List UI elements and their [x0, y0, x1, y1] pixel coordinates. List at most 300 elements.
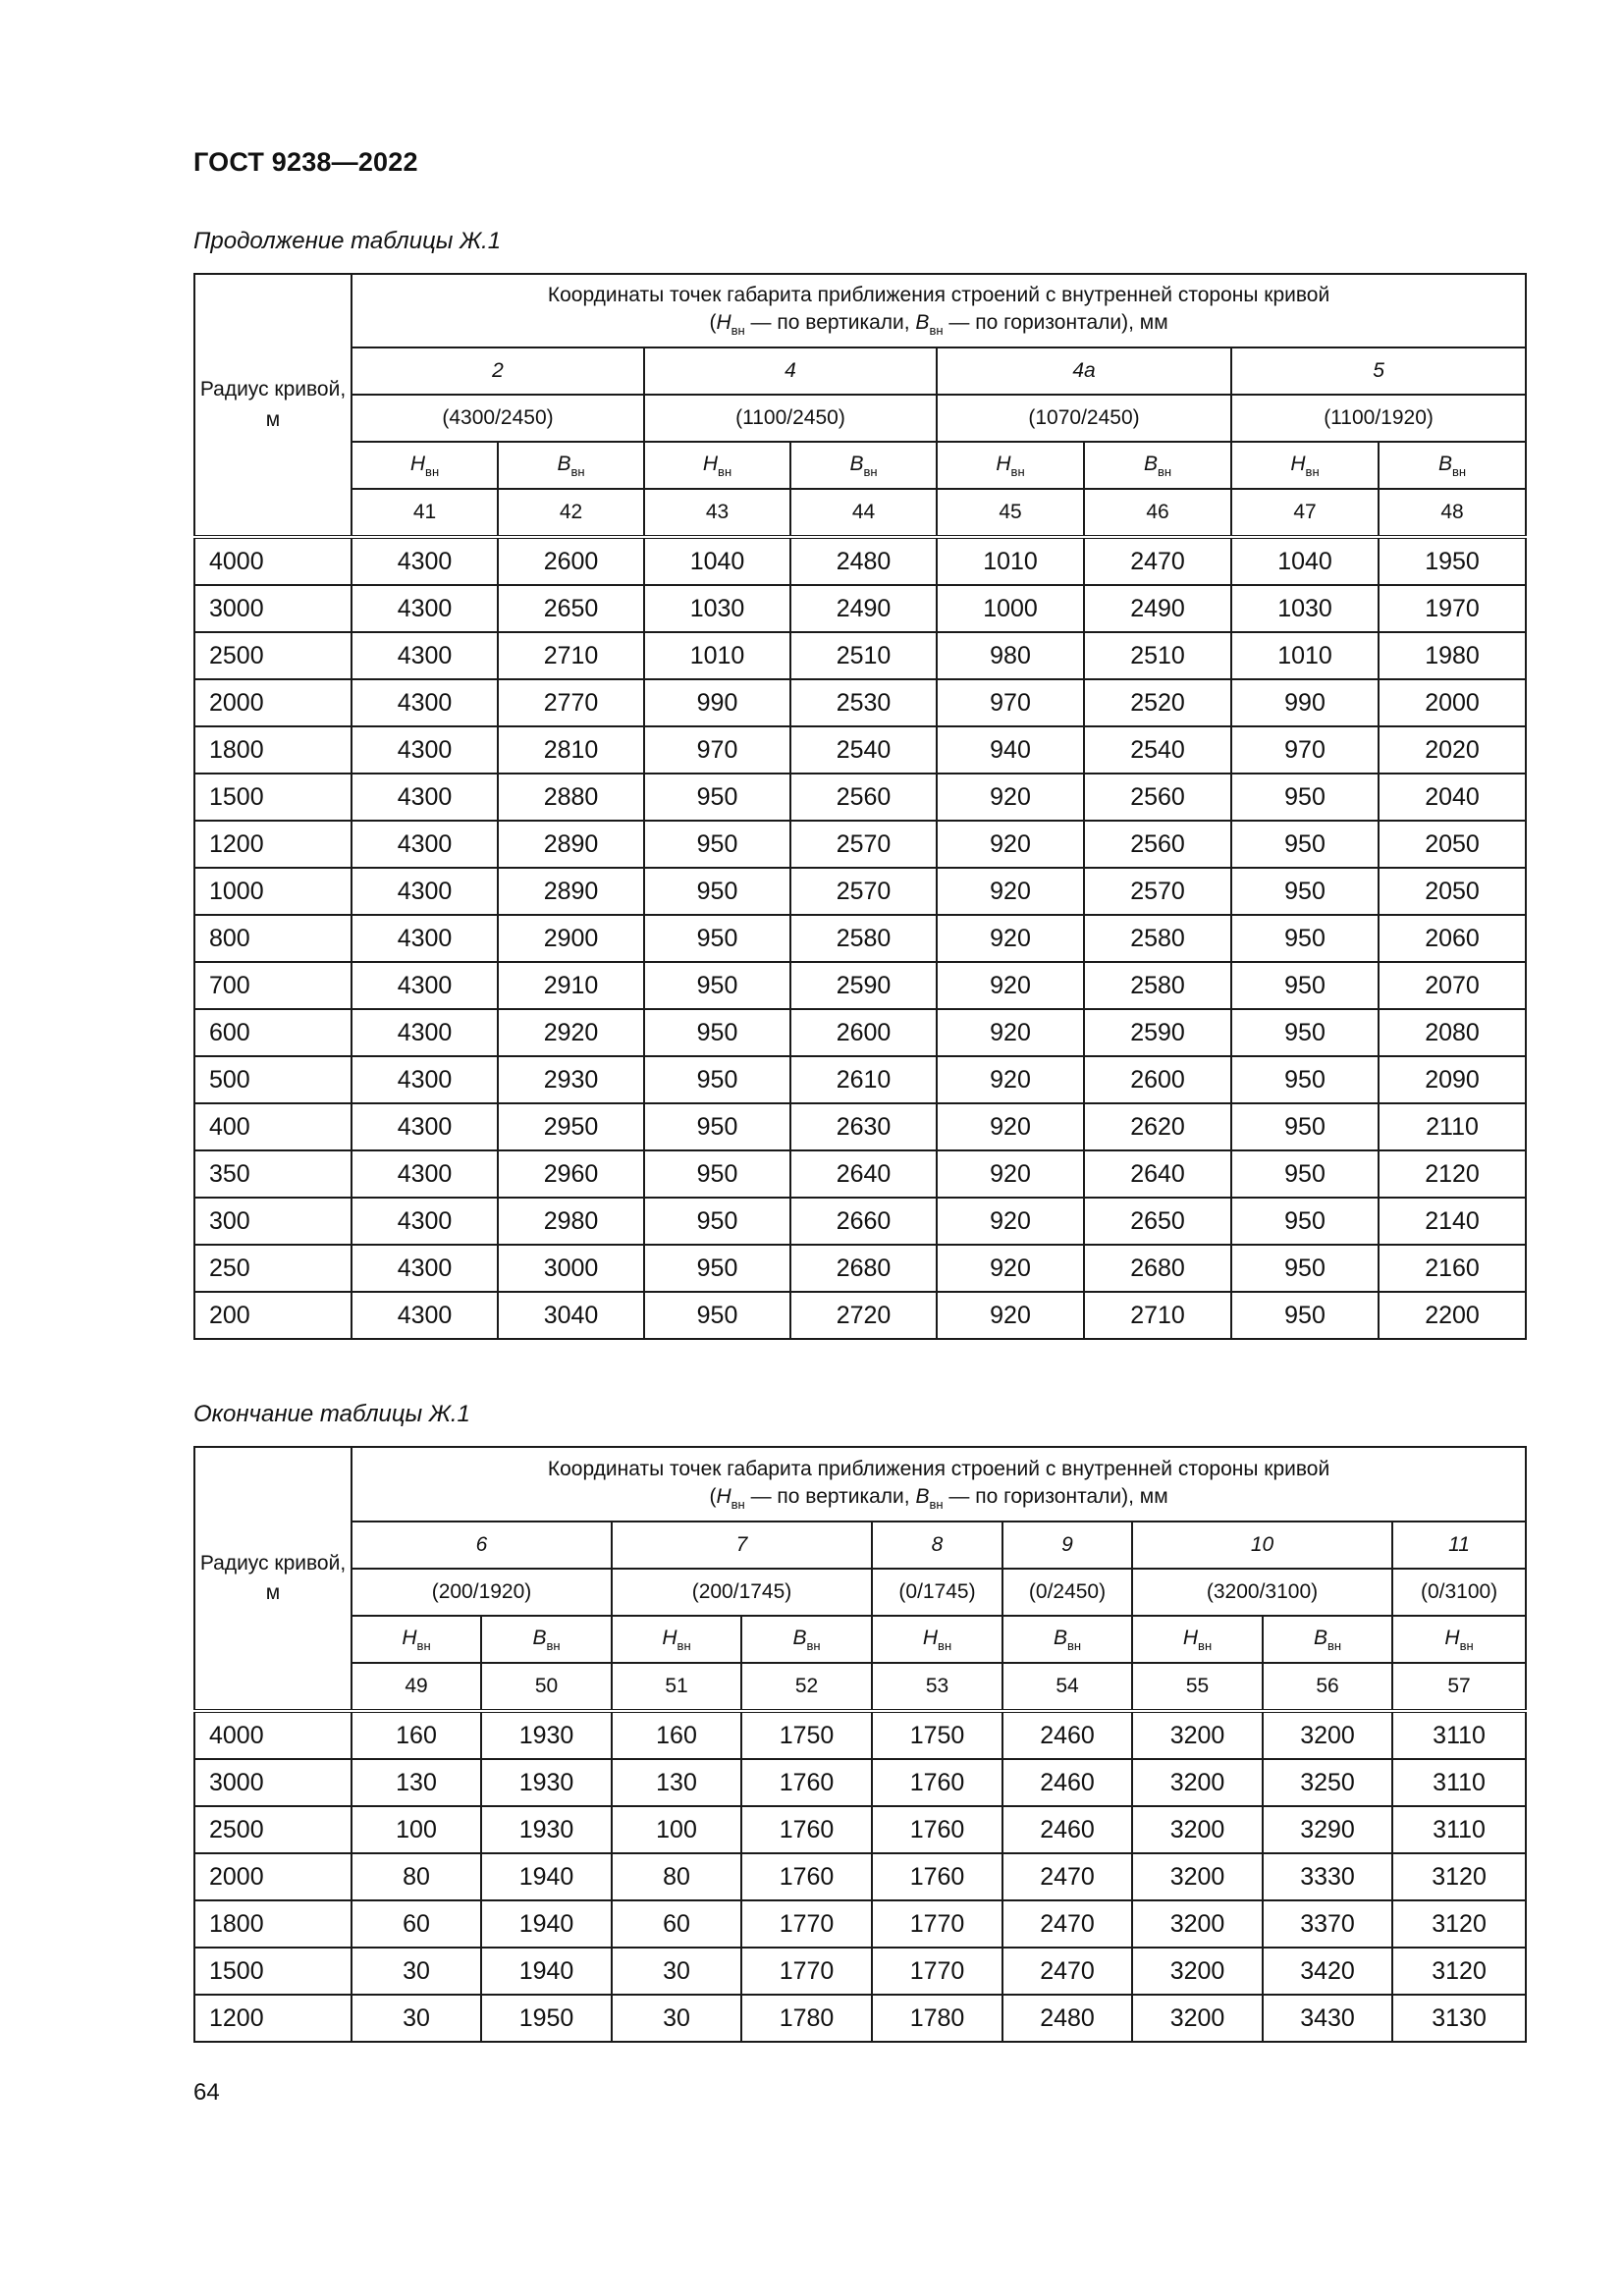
value-cell: 950	[1231, 1198, 1379, 1245]
value-cell: 4300	[352, 1245, 498, 1292]
table2-axis-b: $B_{вн}$	[741, 1616, 872, 1663]
value-cell: 2140	[1379, 1198, 1526, 1245]
radius-cell: 4000	[194, 1711, 352, 1759]
value-cell: 1930	[481, 1711, 612, 1759]
value-cell: 4300	[352, 774, 498, 821]
table2-col-number: 50	[481, 1663, 612, 1711]
value-cell: 2480	[790, 537, 937, 585]
value-cell: 2470	[1002, 1948, 1132, 1995]
value-cell: 970	[644, 726, 790, 774]
value-cell: 160	[352, 1711, 481, 1759]
value-cell: 950	[1231, 821, 1379, 868]
value-cell: 3250	[1263, 1759, 1392, 1806]
radius-cell: 4000	[194, 537, 352, 585]
value-cell: 1040	[644, 537, 790, 585]
value-cell: 2600	[498, 537, 644, 585]
value-cell: 100	[352, 1806, 481, 1853]
value-cell: 60	[612, 1900, 741, 1948]
table-row	[194, 1198, 1526, 1245]
value-cell: 2480	[1002, 1995, 1132, 2042]
radius-cell: 600	[194, 1009, 352, 1056]
radius-cell: 200	[194, 1292, 352, 1339]
radius-cell: 500	[194, 1056, 352, 1103]
value-cell: 2050	[1379, 821, 1526, 868]
value-cell: 4300	[352, 962, 498, 1009]
radius-cell: 2500	[194, 1806, 352, 1853]
radius-cell: 800	[194, 915, 352, 962]
table1-header-row-title	[194, 274, 1526, 347]
value-cell: 2530	[790, 679, 937, 726]
value-cell: 970	[937, 679, 1084, 726]
table1-header-row-axes	[194, 442, 1526, 489]
table1-col-number: 43	[644, 489, 790, 537]
value-cell: 3200	[1132, 1948, 1263, 1995]
value-cell: 2680	[790, 1245, 937, 1292]
table1-col-number: 41	[352, 489, 498, 537]
value-cell: 3120	[1392, 1900, 1526, 1948]
table1-header-row-points	[194, 395, 1526, 442]
value-cell: 920	[937, 868, 1084, 915]
table2-caption: Окончание таблицы Ж.1	[193, 1401, 470, 1427]
table-row	[194, 537, 1526, 585]
table-row	[194, 868, 1526, 915]
value-cell: 2560	[1084, 821, 1231, 868]
value-cell: 1930	[481, 1806, 612, 1853]
value-cell: 4300	[352, 585, 498, 632]
value-cell: 1030	[644, 585, 790, 632]
table2-radius-header: Радиус кривой, м	[194, 1447, 352, 1711]
table2-group-point: (3200/3100)	[1132, 1569, 1392, 1616]
value-cell: 2610	[790, 1056, 937, 1103]
table1-axis-h: $H_{вн}$	[937, 442, 1084, 489]
value-cell: 60	[352, 1900, 481, 1948]
table2-col-number: 53	[872, 1663, 1002, 1711]
radius-cell: 1200	[194, 1995, 352, 2042]
table-row	[194, 1150, 1526, 1198]
value-cell: 3200	[1263, 1711, 1392, 1759]
value-cell: 2890	[498, 821, 644, 868]
table2-axis-h: $H_{вн}$	[1392, 1616, 1526, 1663]
value-cell: 950	[644, 1245, 790, 1292]
value-cell: 950	[644, 1292, 790, 1339]
value-cell: 950	[1231, 868, 1379, 915]
table1-col-number: 46	[1084, 489, 1231, 537]
table1-col-number: 45	[937, 489, 1084, 537]
table2-group-point: (0/2450)	[1002, 1569, 1132, 1616]
value-cell: 2490	[790, 585, 937, 632]
table-row	[194, 774, 1526, 821]
value-cell: 3290	[1263, 1806, 1392, 1853]
table2-group-point: (0/1745)	[872, 1569, 1002, 1616]
radius-cell: 400	[194, 1103, 352, 1150]
table2-axis-h: $H_{вн}$	[1132, 1616, 1263, 1663]
value-cell: 2460	[1002, 1806, 1132, 1853]
value-cell: 1760	[741, 1759, 872, 1806]
value-cell: 130	[612, 1759, 741, 1806]
value-cell: 2110	[1379, 1103, 1526, 1150]
value-cell: 4300	[352, 915, 498, 962]
value-cell: 950	[644, 1150, 790, 1198]
value-cell: 1760	[741, 1853, 872, 1900]
value-cell: 1010	[644, 632, 790, 679]
value-cell: 2460	[1002, 1711, 1132, 1759]
value-cell: 950	[1231, 1245, 1379, 1292]
value-cell: 1780	[872, 1995, 1002, 2042]
table1-axis-b: $B_{вн}$	[498, 442, 644, 489]
value-cell: 2880	[498, 774, 644, 821]
coords-title-line1: Координаты точек габарита приближения строений с внутренней стороны кривой	[547, 1457, 1330, 1480]
value-cell: 3330	[1263, 1853, 1392, 1900]
table1-axis-h: $H_{вн}$	[644, 442, 790, 489]
value-cell: 2510	[790, 632, 937, 679]
value-cell: 2580	[790, 915, 937, 962]
value-cell: 30	[352, 1995, 481, 2042]
table2-col-number: 49	[352, 1663, 481, 1711]
value-cell: 1000	[937, 585, 1084, 632]
value-cell: 2770	[498, 679, 644, 726]
radius-cell: 3000	[194, 585, 352, 632]
value-cell: 950	[1231, 1056, 1379, 1103]
table-row	[194, 632, 1526, 679]
value-cell: 2920	[498, 1009, 644, 1056]
value-cell: 970	[1231, 726, 1379, 774]
value-cell: 2720	[790, 1292, 937, 1339]
value-cell: 1950	[481, 1995, 612, 2042]
value-cell: 2710	[1084, 1292, 1231, 1339]
value-cell: 2570	[790, 868, 937, 915]
table1-caption: Продолжение таблицы Ж.1	[193, 228, 502, 254]
value-cell: 2000	[1379, 679, 1526, 726]
value-cell: 980	[937, 632, 1084, 679]
table1-axis-h: $H_{вн}$	[1231, 442, 1379, 489]
table-row	[194, 1948, 1526, 1995]
value-cell: 4300	[352, 726, 498, 774]
table2-group-point: (200/1920)	[352, 1569, 612, 1616]
value-cell: 920	[937, 774, 1084, 821]
table1-group-point: (4300/2450)	[352, 395, 644, 442]
value-cell: 920	[937, 1009, 1084, 1056]
value-cell: 4300	[352, 1103, 498, 1150]
value-cell: 950	[1231, 915, 1379, 962]
value-cell: 950	[644, 774, 790, 821]
value-cell: 2980	[498, 1198, 644, 1245]
value-cell: 920	[937, 1103, 1084, 1150]
value-cell: 80	[612, 1853, 741, 1900]
table-row	[194, 1009, 1526, 1056]
value-cell: 2890	[498, 868, 644, 915]
table1-radius-header: Радиус кривой, м	[194, 274, 352, 537]
value-cell: 990	[1231, 679, 1379, 726]
table-row	[194, 1292, 1526, 1339]
table1-coords-title	[352, 274, 1526, 347]
value-cell: 1770	[741, 1900, 872, 1948]
value-cell: 3200	[1132, 1853, 1263, 1900]
value-cell: 4300	[352, 1198, 498, 1245]
value-cell: 990	[644, 679, 790, 726]
radius-cell: 350	[194, 1150, 352, 1198]
value-cell: 950	[644, 1198, 790, 1245]
table-row	[194, 1853, 1526, 1900]
table2-col-number: 51	[612, 1663, 741, 1711]
table2-header-row-colnums	[194, 1663, 1526, 1711]
table2-coords-title	[352, 1447, 1526, 1522]
value-cell: 950	[1231, 1009, 1379, 1056]
value-cell: 3420	[1263, 1948, 1392, 1995]
value-cell: 2580	[1084, 915, 1231, 962]
value-cell: 30	[352, 1948, 481, 1995]
value-cell: 950	[1231, 774, 1379, 821]
radius-cell: 3000	[194, 1759, 352, 1806]
value-cell: 940	[937, 726, 1084, 774]
radius-cell: 1000	[194, 868, 352, 915]
table-row	[194, 962, 1526, 1009]
value-cell: 2470	[1002, 1900, 1132, 1948]
value-cell: 950	[1231, 1292, 1379, 1339]
table2-header-row-groups	[194, 1522, 1526, 1569]
table2-axis-b: $B_{вн}$	[1263, 1616, 1392, 1663]
value-cell: 920	[937, 1245, 1084, 1292]
value-cell: 1970	[1379, 585, 1526, 632]
value-cell: 2470	[1002, 1853, 1132, 1900]
value-cell: 1750	[872, 1711, 1002, 1759]
value-cell: 2600	[790, 1009, 937, 1056]
value-cell: 3370	[1263, 1900, 1392, 1948]
value-cell: 4300	[352, 1292, 498, 1339]
value-cell: 2640	[1084, 1150, 1231, 1198]
table2-axis-b: $B_{вн}$	[1002, 1616, 1132, 1663]
value-cell: 30	[612, 1948, 741, 1995]
value-cell: 2520	[1084, 679, 1231, 726]
table2-header-row-title	[194, 1447, 1526, 1522]
value-cell: 2020	[1379, 726, 1526, 774]
table1-axis-b: $B_{вн}$	[790, 442, 937, 489]
radius-cell: 1200	[194, 821, 352, 868]
value-cell: 1940	[481, 1948, 612, 1995]
table2-col-number: 56	[1263, 1663, 1392, 1711]
value-cell: 2950	[498, 1103, 644, 1150]
value-cell: 3200	[1132, 1711, 1263, 1759]
table1-col-number: 44	[790, 489, 937, 537]
value-cell: 1930	[481, 1759, 612, 1806]
value-cell: 3120	[1392, 1948, 1526, 1995]
value-cell: 80	[352, 1853, 481, 1900]
value-cell: 1010	[1231, 632, 1379, 679]
value-cell: 1030	[1231, 585, 1379, 632]
coords-title-line2: ($H_{вн}$ — по вертикали, $B_{вн}$ — по горизонтали), мм	[709, 1484, 1168, 1512]
value-cell: 3200	[1132, 1759, 1263, 1806]
value-cell: 920	[937, 1292, 1084, 1339]
value-cell: 2640	[790, 1150, 937, 1198]
value-cell: 3200	[1132, 1900, 1263, 1948]
value-cell: 2050	[1379, 868, 1526, 915]
table-row	[194, 679, 1526, 726]
table1-group-label: 4	[644, 347, 937, 395]
page-number: 64	[193, 2079, 220, 2106]
value-cell: 100	[612, 1806, 741, 1853]
value-cell: 2080	[1379, 1009, 1526, 1056]
value-cell: 1770	[741, 1948, 872, 1995]
value-cell: 1760	[872, 1853, 1002, 1900]
value-cell: 4300	[352, 1009, 498, 1056]
value-cell: 2070	[1379, 962, 1526, 1009]
value-cell: 2060	[1379, 915, 1526, 962]
table-row	[194, 1759, 1526, 1806]
radius-cell: 250	[194, 1245, 352, 1292]
value-cell: 3040	[498, 1292, 644, 1339]
value-cell: 2570	[1084, 868, 1231, 915]
value-cell: 920	[937, 821, 1084, 868]
value-cell: 1750	[741, 1711, 872, 1759]
table1-group-label: 5	[1231, 347, 1526, 395]
table-row	[194, 1245, 1526, 1292]
coords-title-line1: Координаты точек габарита приближения строений с внутренней стороны кривой	[547, 284, 1330, 307]
value-cell: 2160	[1379, 1245, 1526, 1292]
radius-cell: 300	[194, 1198, 352, 1245]
value-cell: 1760	[872, 1806, 1002, 1853]
value-cell: 2460	[1002, 1759, 1132, 1806]
value-cell: 1950	[1379, 537, 1526, 585]
radius-cell: 1800	[194, 726, 352, 774]
value-cell: 920	[937, 915, 1084, 962]
table2-col-number: 55	[1132, 1663, 1263, 1711]
value-cell: 2960	[498, 1150, 644, 1198]
table-row	[194, 821, 1526, 868]
table1-body	[194, 537, 1526, 1339]
value-cell: 2580	[1084, 962, 1231, 1009]
value-cell: 920	[937, 962, 1084, 1009]
table2-header-row-points	[194, 1569, 1526, 1616]
coords-title-line2: ($H_{вн}$ — по вертикали, $B_{вн}$ — по горизонтали), мм	[709, 311, 1168, 339]
table-row	[194, 1711, 1526, 1759]
value-cell: 920	[937, 1056, 1084, 1103]
table2-group-label: 7	[612, 1522, 872, 1569]
document-code: ГОСТ 9238—2022	[193, 147, 418, 177]
value-cell: 920	[937, 1150, 1084, 1198]
value-cell: 2040	[1379, 774, 1526, 821]
value-cell: 3200	[1132, 1995, 1263, 2042]
table1-header-row-colnums	[194, 489, 1526, 537]
value-cell: 2650	[498, 585, 644, 632]
table1-group-point: (1100/1920)	[1231, 395, 1526, 442]
value-cell: 1940	[481, 1853, 612, 1900]
table2-axis-h: $H_{вн}$	[352, 1616, 481, 1663]
value-cell: 4300	[352, 679, 498, 726]
value-cell: 2200	[1379, 1292, 1526, 1339]
radius-cell: 1500	[194, 1948, 352, 1995]
table1-axis-b: $B_{вн}$	[1084, 442, 1231, 489]
value-cell: 3120	[1392, 1853, 1526, 1900]
table2-axis-h: $H_{вн}$	[612, 1616, 741, 1663]
table2-group-label: 9	[1002, 1522, 1132, 1569]
table2-header-row-axes	[194, 1616, 1526, 1663]
value-cell: 2710	[498, 632, 644, 679]
value-cell: 2540	[1084, 726, 1231, 774]
table2-col-number: 57	[1392, 1663, 1526, 1711]
value-cell: 2570	[790, 821, 937, 868]
value-cell: 950	[1231, 1150, 1379, 1198]
table2-axis-b: $B_{вн}$	[481, 1616, 612, 1663]
value-cell: 3110	[1392, 1711, 1526, 1759]
table2-group-label: 8	[872, 1522, 1002, 1569]
value-cell: 950	[644, 1009, 790, 1056]
radius-cell: 1800	[194, 1900, 352, 1948]
table1-axis-b: $B_{вн}$	[1379, 442, 1526, 489]
value-cell: 4300	[352, 537, 498, 585]
table2-axis-h: $H_{вн}$	[872, 1616, 1002, 1663]
value-cell: 30	[612, 1995, 741, 2042]
table-row	[194, 1056, 1526, 1103]
value-cell: 2910	[498, 962, 644, 1009]
value-cell: 950	[644, 1056, 790, 1103]
value-cell: 3000	[498, 1245, 644, 1292]
value-cell: 2470	[1084, 537, 1231, 585]
value-cell: 1040	[1231, 537, 1379, 585]
value-cell: 4300	[352, 868, 498, 915]
value-cell: 1010	[937, 537, 1084, 585]
value-cell: 950	[644, 868, 790, 915]
value-cell: 950	[644, 821, 790, 868]
value-cell: 2090	[1379, 1056, 1526, 1103]
value-cell: 1980	[1379, 632, 1526, 679]
table2-group-label: 11	[1392, 1522, 1526, 1569]
value-cell: 3430	[1263, 1995, 1392, 2042]
value-cell: 2490	[1084, 585, 1231, 632]
table-row	[194, 585, 1526, 632]
value-cell: 2560	[1084, 774, 1231, 821]
value-cell: 1780	[741, 1995, 872, 2042]
value-cell: 2510	[1084, 632, 1231, 679]
value-cell: 4300	[352, 1150, 498, 1198]
table1-col-number: 48	[1379, 489, 1526, 537]
table2-col-number: 52	[741, 1663, 872, 1711]
table-row	[194, 915, 1526, 962]
value-cell: 2590	[1084, 1009, 1231, 1056]
value-cell: 950	[644, 962, 790, 1009]
value-cell: 2600	[1084, 1056, 1231, 1103]
table1-header-row-groups	[194, 347, 1526, 395]
table1-col-number: 42	[498, 489, 644, 537]
value-cell: 1770	[872, 1900, 1002, 1948]
value-cell: 3200	[1132, 1806, 1263, 1853]
table2-group-label: 10	[1132, 1522, 1392, 1569]
value-cell: 2930	[498, 1056, 644, 1103]
value-cell: 3110	[1392, 1806, 1526, 1853]
value-cell: 1760	[741, 1806, 872, 1853]
value-cell: 2540	[790, 726, 937, 774]
value-cell: 2120	[1379, 1150, 1526, 1198]
table-row	[194, 1900, 1526, 1948]
value-cell: 130	[352, 1759, 481, 1806]
value-cell: 2620	[1084, 1103, 1231, 1150]
table2-group-point: (200/1745)	[612, 1569, 872, 1616]
table2	[193, 1446, 1527, 2043]
value-cell: 4300	[352, 821, 498, 868]
radius-cell: 2000	[194, 1853, 352, 1900]
table-row	[194, 1995, 1526, 2042]
value-cell: 1940	[481, 1900, 612, 1948]
value-cell: 950	[644, 1103, 790, 1150]
value-cell: 2900	[498, 915, 644, 962]
value-cell: 950	[1231, 962, 1379, 1009]
value-cell: 1760	[872, 1759, 1002, 1806]
value-cell: 3110	[1392, 1759, 1526, 1806]
table-row	[194, 1806, 1526, 1853]
table1-axis-h: $H_{вн}$	[352, 442, 498, 489]
radius-cell: 2500	[194, 632, 352, 679]
table1-group-label: 4а	[937, 347, 1231, 395]
table2-group-point: (0/3100)	[1392, 1569, 1526, 1616]
value-cell: 2650	[1084, 1198, 1231, 1245]
